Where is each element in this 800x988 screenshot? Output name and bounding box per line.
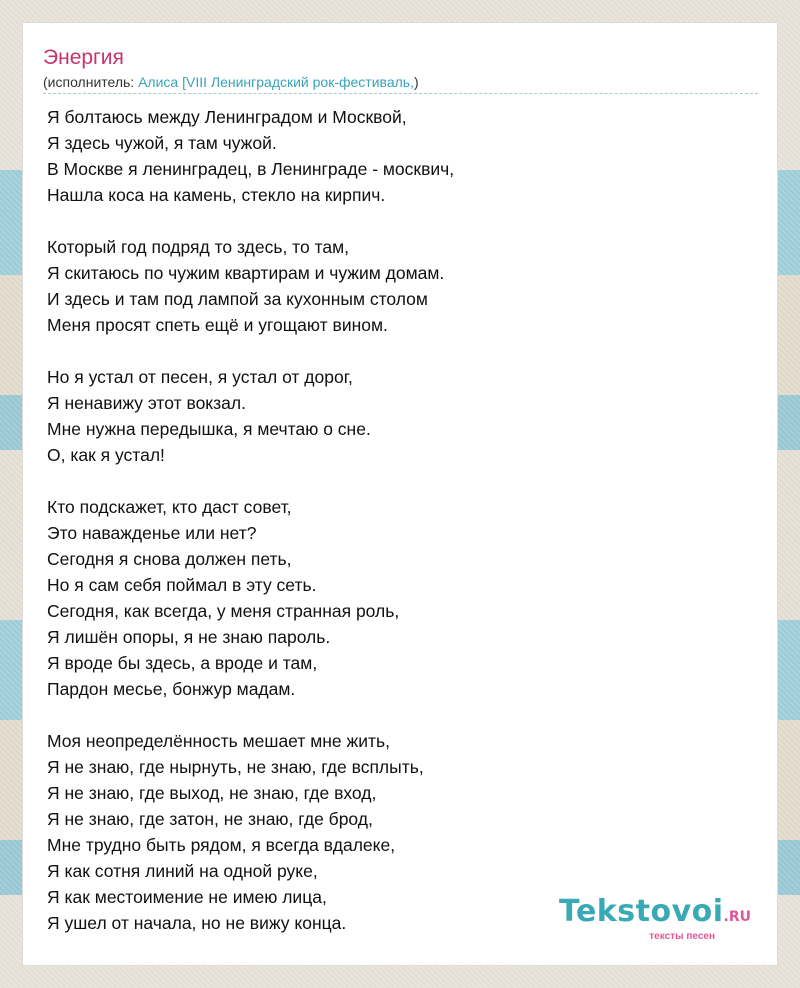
lyrics-body xyxy=(47,104,747,936)
lyric-line: Я не знаю, где выход, не знаю, где вход, xyxy=(47,783,377,803)
stanza xyxy=(47,104,747,208)
lyric-line: Я не знаю, где нырнуть, не знаю, где всплыть, xyxy=(47,757,424,777)
lyric-line: В Москве я ленинградец, в Ленинграде - москвич, xyxy=(47,159,455,179)
lyric-line: Кто подскажет, кто даст совет, xyxy=(47,497,292,517)
lyric-line: Сегодня, как всегда, у меня странная роль, xyxy=(47,601,400,621)
lyric-line: Пардон месье, бонжур мадам. xyxy=(47,679,296,699)
lyric-line: Я здесь чужой, я там чужой. xyxy=(47,133,277,153)
lyric-line: Который год подряд то здесь, то там, xyxy=(47,237,350,257)
stanza xyxy=(47,364,747,468)
artist-link[interactable]: Алиса [VIII Ленинградский рок-фестиваль, xyxy=(138,74,414,90)
lyric-line: Я как местоимение не имею лица, xyxy=(47,887,327,907)
stanza xyxy=(47,234,747,338)
logo-main-text: Tekstovoi xyxy=(558,894,724,929)
song-title: Энергия xyxy=(43,46,124,69)
lyric-line: Я вроде бы здесь, а вроде и там, xyxy=(47,653,318,673)
lyric-line: Я ненавижу этот вокзал. xyxy=(47,393,246,413)
logo-tld: .RU xyxy=(723,909,751,925)
lyric-line: Я скитаюсь по чужим квартирам и чужим домам. xyxy=(47,263,445,283)
lyric-line: Мне трудно быть рядом, я всегда вдалеке, xyxy=(47,835,396,855)
lyric-line: Я как сотня линий на одной руке, xyxy=(47,861,318,881)
lyric-line: Я не знаю, где затон, не знаю, где брод, xyxy=(47,809,373,829)
lyric-line: Сегодня я снова должен петь, xyxy=(47,549,292,569)
lyrics-card xyxy=(22,22,778,966)
lyric-line: Но я сам себя поймал в эту сеть. xyxy=(47,575,317,595)
artist-suffix: ) xyxy=(413,74,419,90)
lyric-line: Я лишён опоры, я не знаю пароль. xyxy=(47,627,331,647)
lyric-line: Моя неопределённость мешает мне жить, xyxy=(47,731,390,751)
lyric-line: Но я устал от песен, я устал от дорог, xyxy=(47,367,353,387)
lyric-line: Мне нужна передышка, я мечтаю о сне. xyxy=(47,419,371,439)
lyric-line: О, как я устал! xyxy=(47,445,165,465)
logo-tagline: тексты песен xyxy=(649,931,715,942)
lyric-line: Это наважденье или нет? xyxy=(47,523,257,543)
lyric-line: Меня просят спеть ещё и угощают вином. xyxy=(47,315,388,335)
artist-prefix: (исполнитель: xyxy=(43,74,139,90)
lyric-line: И здесь и там под лампой за кухонным столом xyxy=(47,289,428,309)
tekstovoi-logo[interactable] xyxy=(559,896,751,943)
dashed-separator xyxy=(43,93,758,94)
logo-wordmark xyxy=(559,896,751,933)
stanza xyxy=(47,494,747,702)
lyric-line: Я ушел от начала, но не вижу конца. xyxy=(47,913,347,933)
artist-meta xyxy=(43,73,419,91)
lyric-line: Я болтаюсь между Ленинградом и Москвой, xyxy=(47,107,407,127)
lyric-line: Нашла коса на камень, стекло на кирпич. xyxy=(47,185,386,205)
